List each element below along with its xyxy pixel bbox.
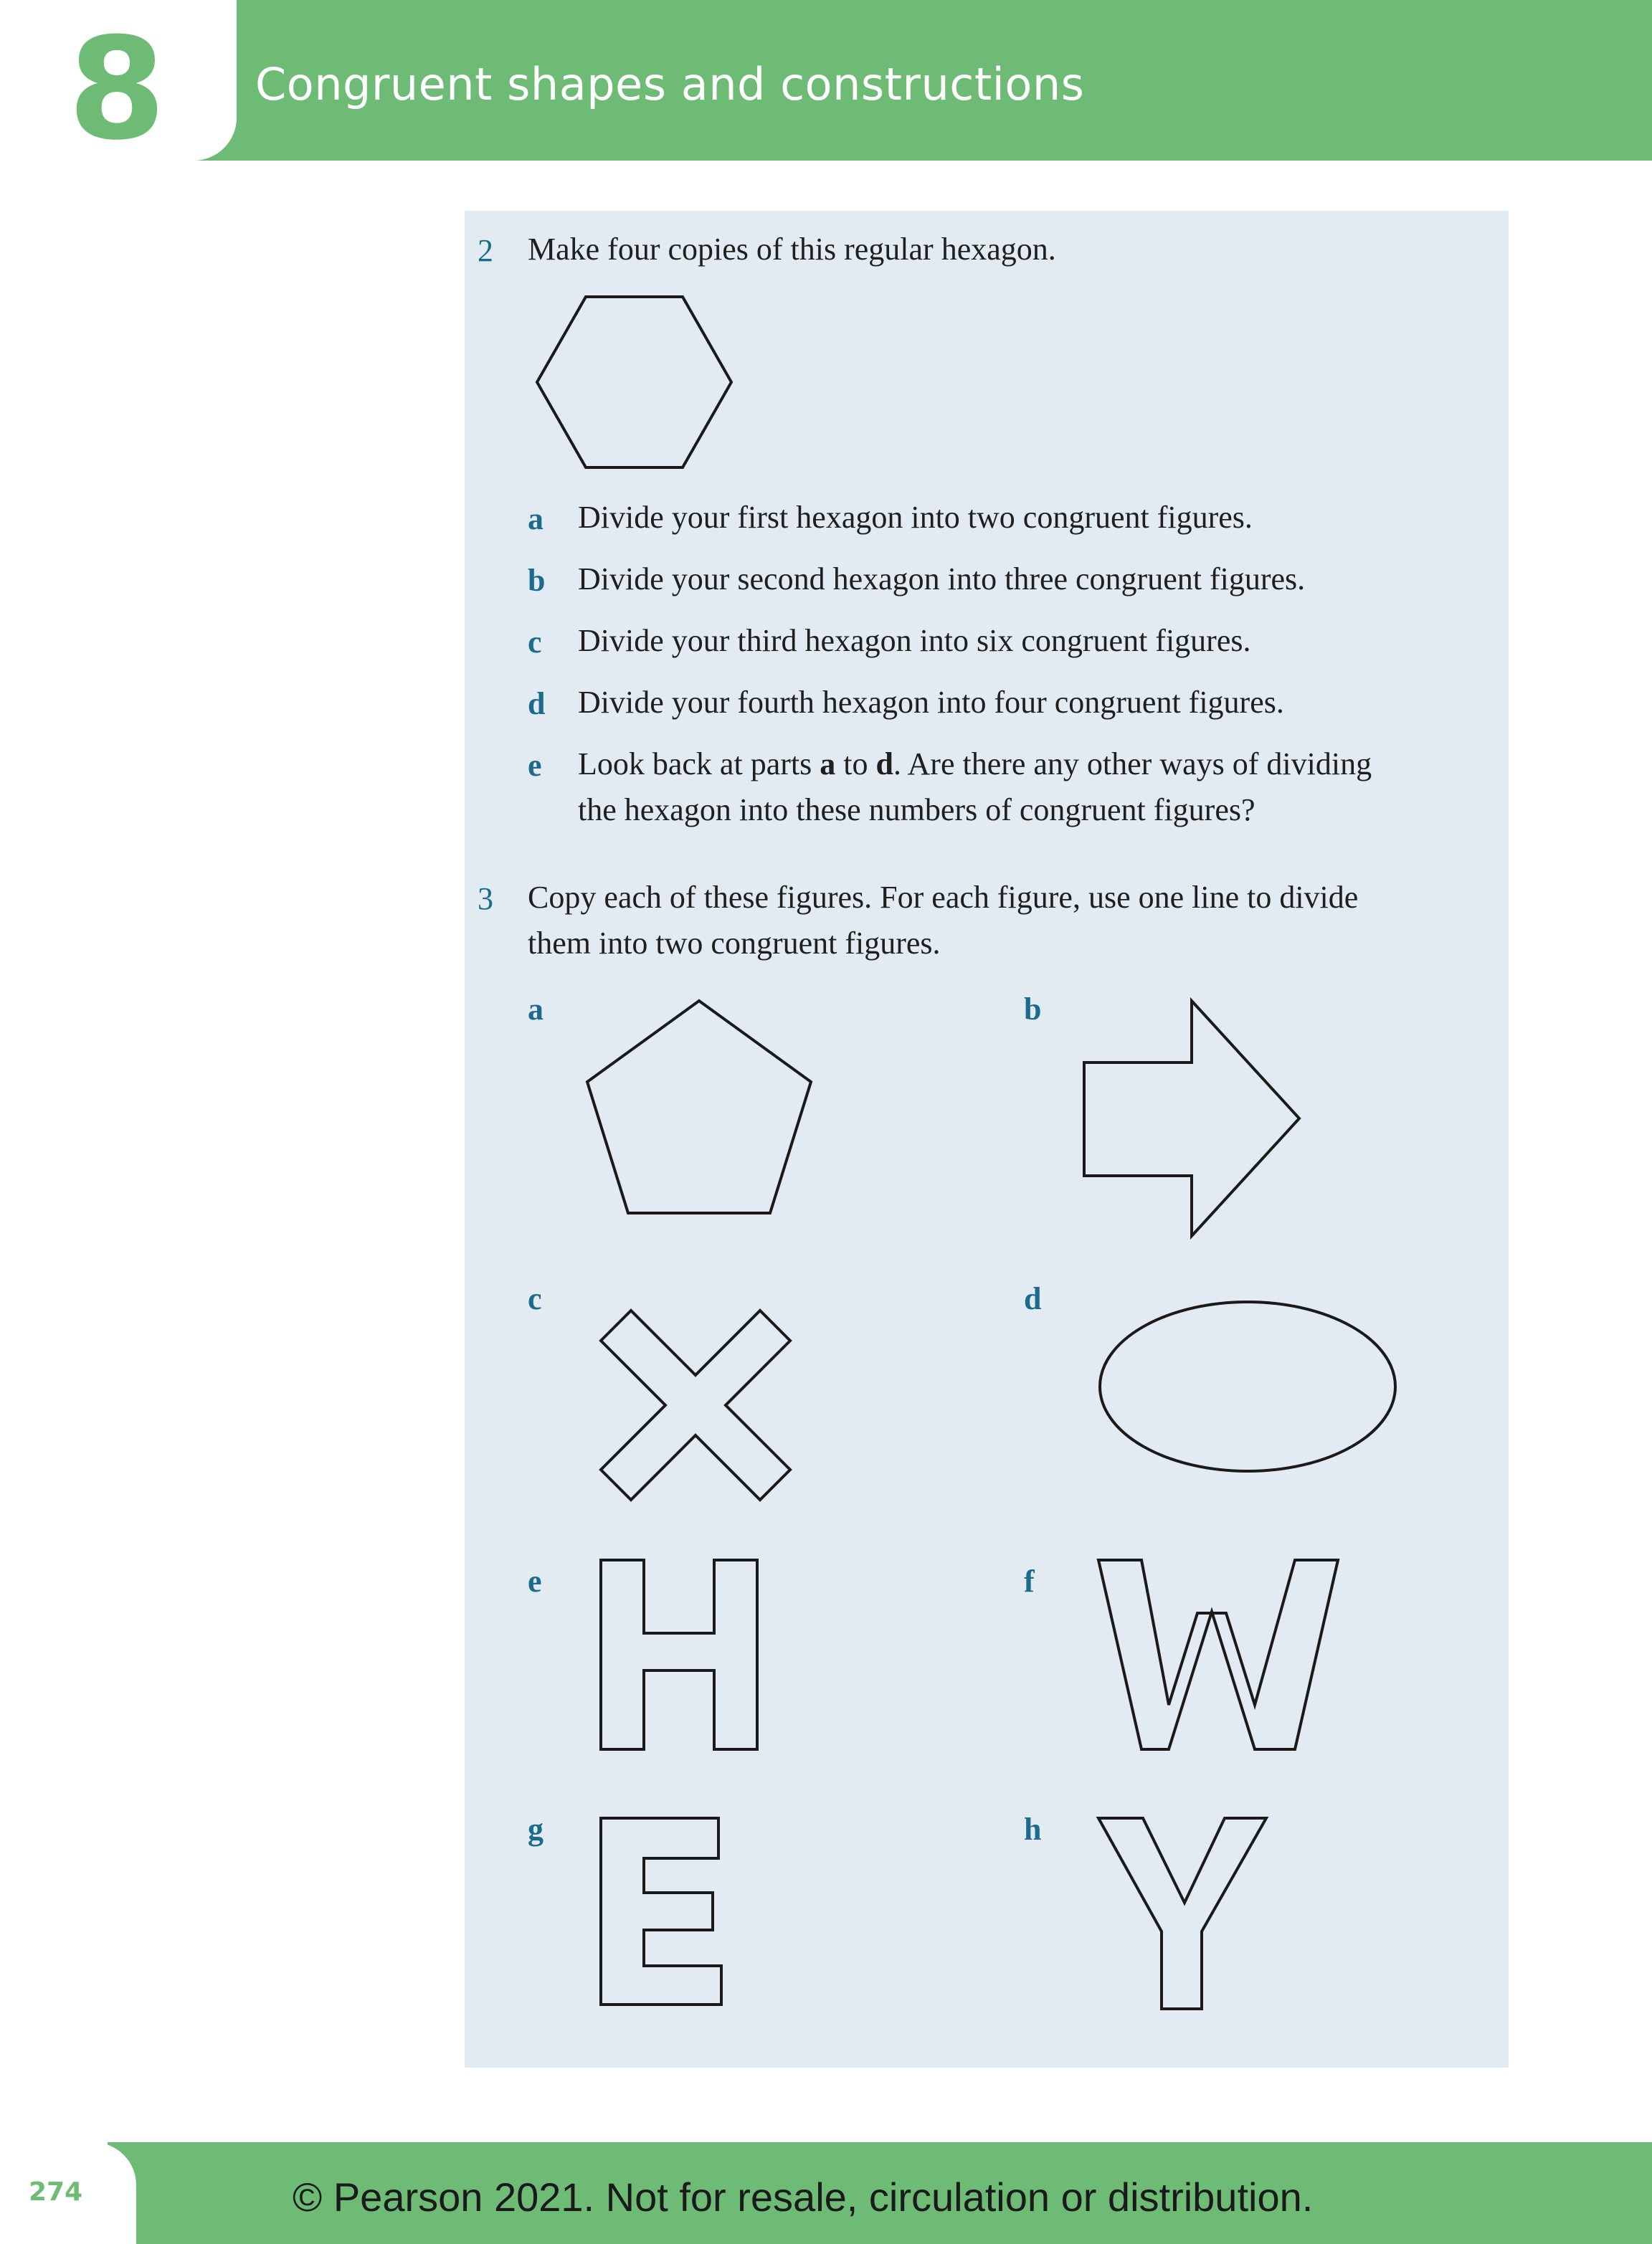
q2-part-c-text: Divide your third hexagon into six congruent figures. (578, 623, 1251, 658)
q2-part-e-text-3: . Are there any other ways of dividing (893, 746, 1372, 781)
q3-figure-g-label: g (528, 1812, 543, 1847)
question-3-text-line1: Copy each of these figures. For each figure, use one line to divide (528, 880, 1359, 915)
letter-w-figure (1098, 1560, 1338, 1749)
q3-figure-d-label: d (1024, 1281, 1042, 1316)
q2-part-e-ref-a: a (820, 746, 836, 781)
q3-figure-e-label: e (528, 1564, 542, 1599)
q2-part-e-line2: the hexagon into these numbers of congruent figures? (578, 792, 1255, 827)
copyright-notice: © Pearson 2021. Not for resale, circulation or distribution. (293, 2174, 1314, 2220)
letter-y-figure (1098, 1818, 1266, 2009)
question-3-number: 3 (478, 881, 493, 916)
question-2-number: 2 (478, 233, 493, 268)
question-2-text: Make four copies of this regular hexagon. (528, 232, 1056, 267)
q2-part-e-text-2: to (835, 746, 876, 781)
chapter-number: 8 (67, 8, 166, 171)
q2-part-e-ref-d: d (875, 746, 893, 781)
page-number: 274 (29, 2177, 83, 2207)
chapter-title: Congruent shapes and constructions (255, 58, 1085, 110)
q3-figure-c-label: c (528, 1281, 542, 1316)
cross-figure (601, 1311, 790, 1500)
q3-figure-a-label: a (528, 992, 543, 1027)
pentagon-figure (587, 1001, 811, 1213)
q2-part-e-label: e (528, 748, 542, 783)
q2-part-c-label: c (528, 624, 542, 660)
q2-part-d-text: Divide your fourth hexagon into four congruent figures. (578, 685, 1284, 720)
ellipse-figure (1100, 1302, 1395, 1471)
q2-part-e-text-1: Look back at parts (578, 746, 820, 781)
q2-part-d-label: d (528, 686, 546, 721)
q3-figure-h-label: h (1024, 1812, 1042, 1847)
arrow-figure (1084, 1001, 1299, 1236)
question-3-text-line2: them into two congruent figures. (528, 926, 941, 961)
q3-figure-b-label: b (1024, 992, 1042, 1027)
q3-figure-f-label: f (1024, 1564, 1035, 1599)
q2-part-b-text: Divide your second hexagon into three congruent figures. (578, 561, 1306, 596)
q2-part-b-label: b (528, 563, 546, 598)
q2-part-a-text: Divide your first hexagon into two congruent figures. (578, 500, 1253, 535)
q2-part-a-label: a (528, 501, 543, 536)
letter-h-figure (601, 1560, 757, 1749)
letter-e-figure (601, 1818, 721, 2005)
regular-hexagon (537, 297, 731, 467)
